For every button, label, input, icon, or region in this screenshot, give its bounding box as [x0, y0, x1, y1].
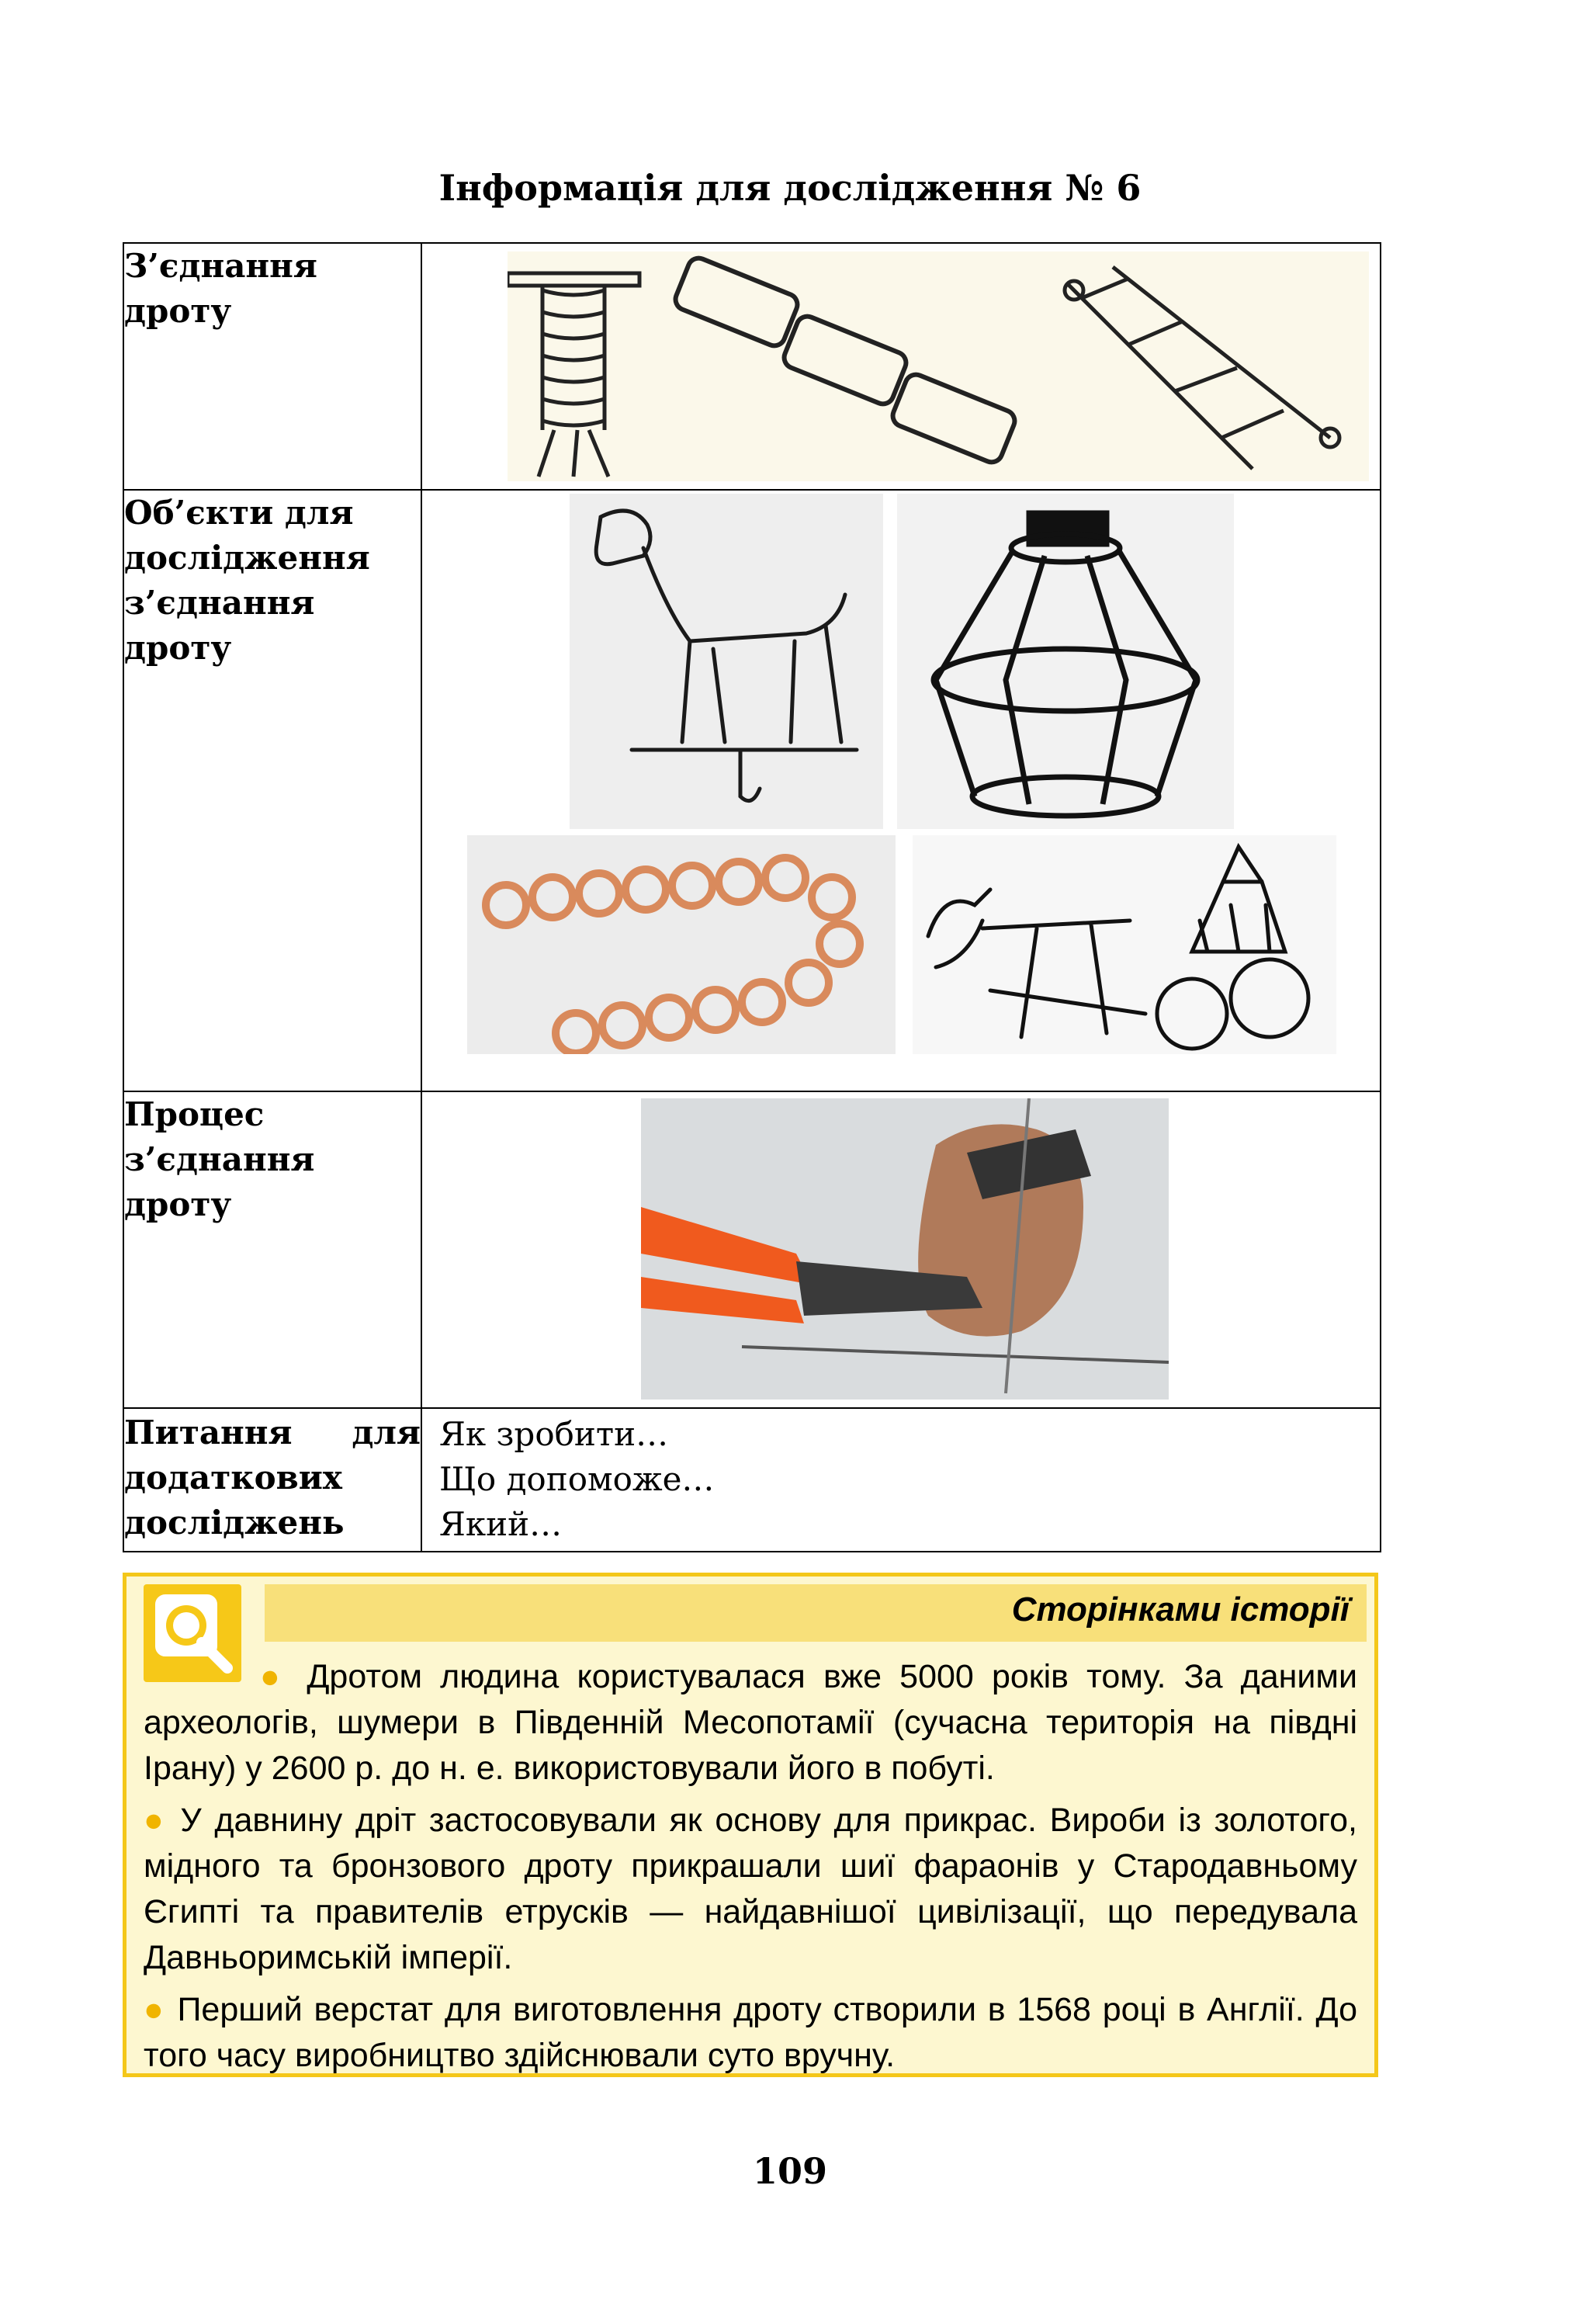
- history-header-band: [265, 1584, 1367, 1642]
- research-info-table: [123, 242, 1381, 1552]
- row-research-objects: [123, 490, 1381, 1091]
- row-label: Процес з’єднання дроту: [123, 1091, 421, 1408]
- history-paragraph: ● Перший верстат для виготовлення дроту створили в 1568 році в Англії. До того часу виробництво здійснювали суто вручну.: [144, 1991, 1357, 2074]
- wire-lamp-cage-photo: [897, 494, 1234, 829]
- joining-process-image-cell: [421, 1091, 1381, 1408]
- bullet-icon: ●: [144, 1802, 168, 1839]
- row-label: З’єднання дроту: [123, 243, 421, 490]
- research-objects-images-cell: [421, 490, 1381, 1091]
- pliers-twisting-wire-photo: [641, 1098, 1169, 1400]
- wire-joining-diagram: [508, 251, 1369, 481]
- row-wire-joining: [123, 243, 1381, 490]
- page-title: Інформація для дослідження № 6: [438, 167, 1142, 209]
- wire-dog-hook-photo: [570, 494, 883, 829]
- wire-joining-images-cell: [421, 243, 1381, 490]
- question-line: Що допоможе…: [439, 1460, 715, 1498]
- copper-wire-chain-photo: [467, 835, 896, 1054]
- row-label: Об’єкти для дослідження з’єднання дроту: [123, 490, 421, 1091]
- question-line: Як зробити…: [439, 1415, 669, 1453]
- bullet-icon: ●: [144, 1991, 166, 2028]
- history-info-box: [123, 1573, 1378, 2077]
- row-additional-questions: [123, 1408, 1381, 1552]
- bullet-icon: ●: [260, 1658, 289, 1695]
- history-paragraph: ● Дротом людина користувалася вже 5000 років тому. За даними археологів, шумери в Південній Месопотамії (сучасна територія на півдні Ірану) у 2600 р. до н. е. використовували його в побуті.: [144, 1658, 1357, 1787]
- row-label: Питання для додаткових досліджень: [123, 1408, 421, 1552]
- history-paragraph: ● У давнину дріт застосовували як основу для прикрас. Вироби із золотого, мідного та бронзового дроту прикрашали шиї фараонів у Стародавньому Єгипті та правителів етрусків — найдавнішої цивілізації, що передувала Давньоримській імперії.: [144, 1802, 1357, 1976]
- row-joining-process: [123, 1091, 1381, 1408]
- question-line: Який…: [439, 1505, 563, 1543]
- history-text: [144, 1654, 1357, 2085]
- page-number: 109: [752, 2150, 828, 2192]
- history-title: Сторінками історії: [1011, 1590, 1350, 1629]
- wire-donkey-cart-photo: [913, 835, 1336, 1054]
- questions-cell: [421, 1408, 1381, 1552]
